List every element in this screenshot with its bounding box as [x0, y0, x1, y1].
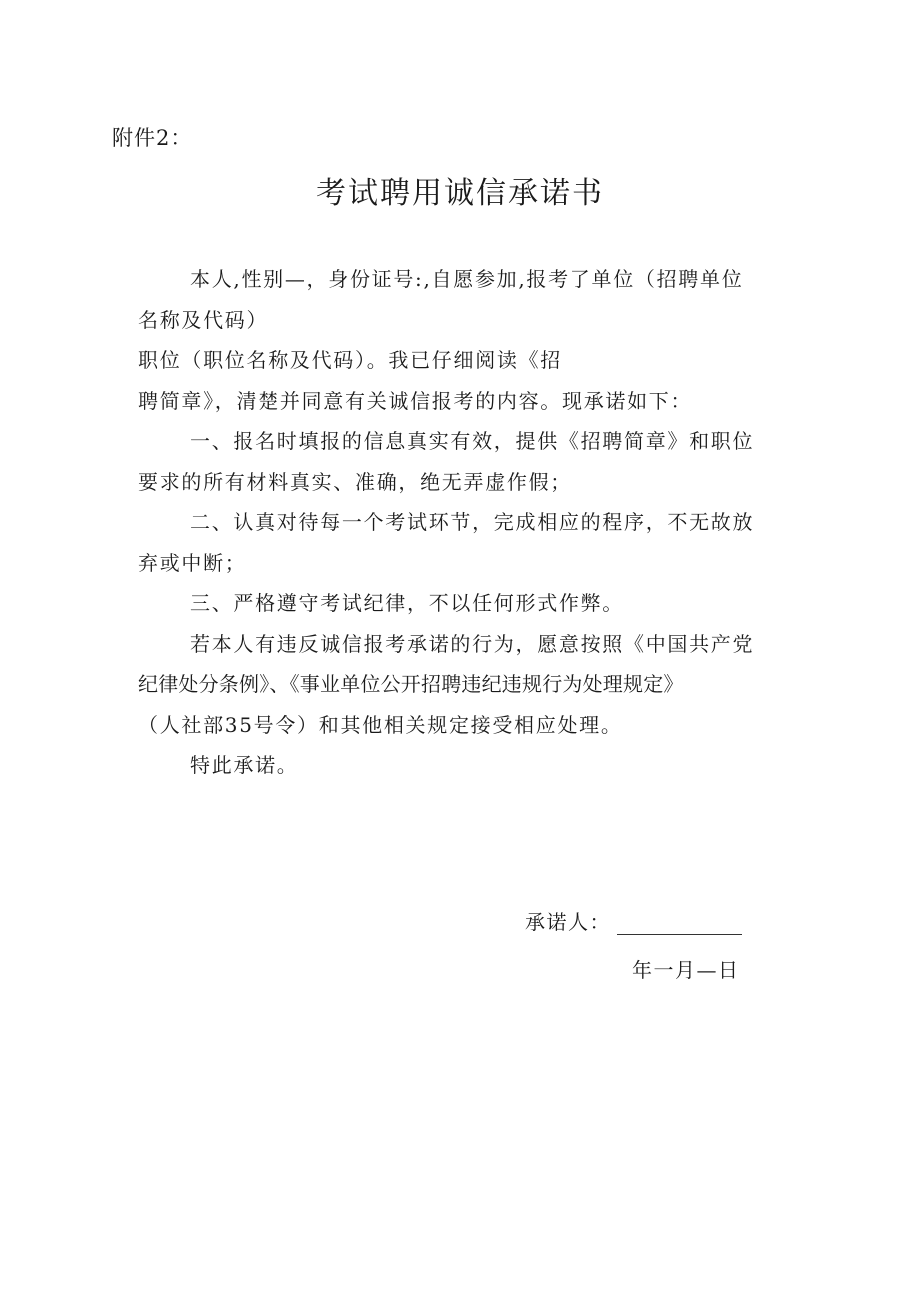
body-line: 聘简章》，清楚并同意有关诚信报考的内容。现承诺如下：: [138, 388, 693, 413]
body-line: 职位（职位名称及代码）。我已仔细阅读《招: [138, 348, 562, 372]
body-line: 弃或中断；: [138, 550, 247, 575]
body-line: 纪律处分条例》、《事业单位公开招聘违纪违规行为处理规定》: [138, 672, 684, 696]
body-line: 名称及代码）: [138, 307, 269, 332]
date-text: 年一月—日: [632, 958, 740, 982]
signature-row: [525, 906, 742, 935]
body-line: 二、认真对待每一个考试环节，完成相应的程序，不无故放: [190, 510, 755, 534]
body-line: 特此承诺。: [190, 753, 299, 777]
document-title: 考试聘用诚信承诺书: [316, 176, 604, 211]
body-line: 要求的所有材料真实、准确，绝无弄虚作假；: [138, 469, 572, 494]
document-body: [138, 259, 788, 786]
body-line: 若本人有违反诚信报考承诺的行为，愿意按照《中国共产党: [190, 631, 755, 656]
body-line: （人社部35号令）和其他相关规定接受相应处理。: [138, 712, 623, 737]
body-line: 一、报名时填报的信息真实有效，提供《招聘简章》和职位: [190, 429, 755, 453]
attachment-label: 附件2：: [112, 126, 193, 150]
signature-line: [617, 914, 742, 935]
signer-label: 承诺人：: [525, 910, 611, 934]
body-line: 本人,性别—，身份证号:,自愿参加,报考了单位（招聘单位: [190, 267, 744, 291]
body-line: 三、严格遵守考试纪律，不以任何形式作弊。: [190, 591, 624, 615]
